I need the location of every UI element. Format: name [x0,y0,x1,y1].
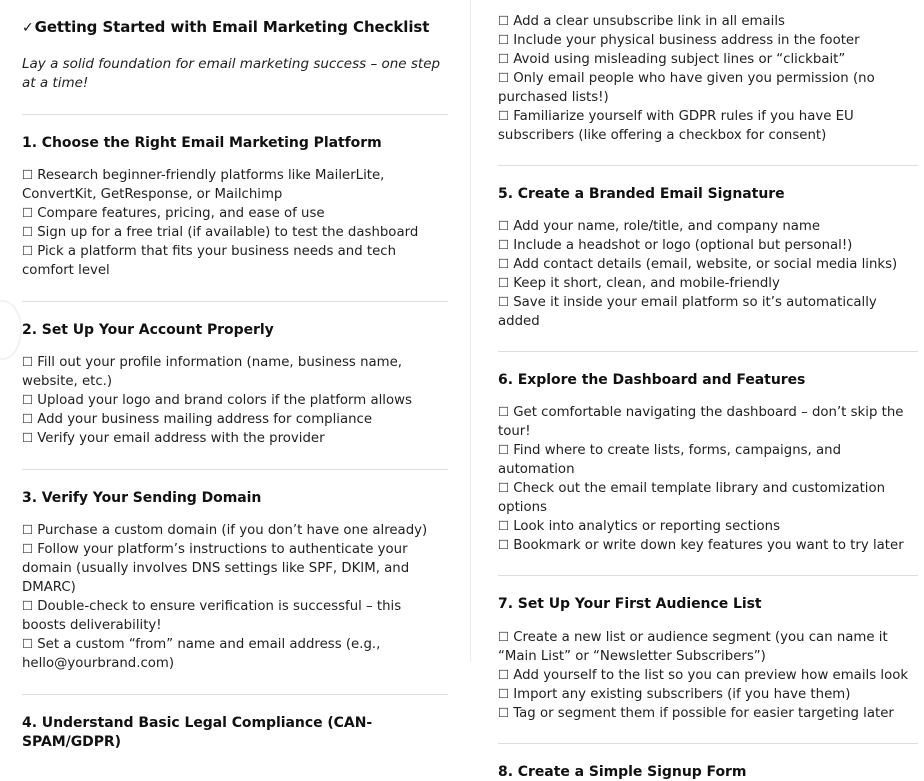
checkbox-icon[interactable]: ☐ [22,541,34,557]
checklist-item-label: Create a new list or audience segment (you can name it “Main List” or “Newsletter Subscribers”) [498,629,888,664]
section-8 [498,763,918,781]
section-divider [498,351,918,352]
section-2 [22,321,448,448]
checkbox-icon[interactable]: ☐ [498,275,510,291]
checklist-item[interactable] [498,628,918,666]
checkbox-icon[interactable]: ☐ [22,636,34,652]
checklist-item-label: Add your name, role/title, and company name [513,219,821,235]
section-4 [22,714,448,750]
section-2-heading: 2. Set Up Your Account Properly [22,322,274,338]
checklist-item[interactable] [22,429,448,448]
checklist-item[interactable] [498,236,918,255]
section-4-items-continued [498,12,918,145]
section-6-heading: 6. Explore the Dashboard and Features [498,372,806,389]
checklist-item[interactable] [498,685,918,704]
checkbox-icon[interactable]: ☐ [498,704,510,720]
checkbox-icon[interactable]: ☐ [498,13,510,28]
checklist-item-label: Only email people who have given you permission (no purchased lists!) [498,71,875,105]
checklist-item-label: Verify your email address with the provider [37,431,325,447]
checklist-item[interactable] [22,223,448,242]
checkbox-icon[interactable]: ☐ [22,205,34,220]
checkbox-icon[interactable]: ☐ [498,32,510,47]
checklist-item-label: Bookmark or write down key features you want to try later [513,538,904,554]
checklist-item[interactable] [22,521,448,540]
section-8-heading: 8. Create a Simple Signup Form [498,763,747,780]
checklist-item[interactable] [22,204,448,223]
checklist-item-label: Keep it short, clean, and mobile-friendly [513,276,780,292]
checklist-item-label: Familiarize yourself with GDPR rules if you have EU subscribers (like offering a checkbox for consent) [498,109,854,143]
section-4-heading: 4. Understand Basic Legal Compliance (CAN-SPAM/GDPR) [22,715,373,750]
checkbox-icon[interactable]: ☐ [22,354,34,370]
checklist-item[interactable] [498,50,918,69]
checklist-item[interactable] [498,255,918,274]
checkbox-icon[interactable]: ☐ [498,108,510,123]
checkbox-icon[interactable]: ☐ [22,243,34,258]
checklist-item-label: Add a clear unsubscribe link in all emails [513,14,785,29]
section-7 [498,595,918,722]
checklist-item[interactable] [22,410,448,429]
checklist-item[interactable] [498,536,918,555]
checklist-item[interactable] [498,293,918,331]
checklist-item-label: Set a custom “from” name and email address (e.g., hello@yourbrand.com) [22,637,381,672]
checklist-item-label: Fill out your profile information (name, business name, website, etc.) [22,355,402,390]
checklist-item-label: Get comfortable navigating the dashboard – don’t skip the tour! [498,405,904,440]
checkbox-icon[interactable]: ☐ [498,218,510,234]
section-3-items [22,521,448,673]
section-3-heading: 3. Verify Your Sending Domain [22,490,262,507]
page-title [22,18,448,38]
right-column [471,0,924,780]
checkbox-icon[interactable]: ☐ [498,70,510,85]
checkbox-icon[interactable]: ☐ [498,628,510,644]
checklist-item[interactable] [22,353,448,391]
section-divider [22,114,448,115]
checklist-item-label: Double-check to ensure verification is successful – this boosts deliverability! [22,599,402,634]
section-divider [498,575,918,576]
checklist-item-label: Sign up for a free trial (if available) to test the dashboard [37,225,419,240]
checklist-item-label: Save it inside your email platform so it’s automatically added [498,295,877,330]
checklist-item-label: Pick a platform that fits your business needs and tech comfort level [22,244,397,278]
page-subtitle: Lay a solid foundation for email marketing success – one step at a time! [22,55,441,91]
section-divider [498,165,918,166]
checklist-item[interactable] [498,69,918,107]
checklist-item-label: Add your business mailing address for compliance [37,412,373,428]
checkbox-icon[interactable]: ☐ [498,666,510,682]
checklist-item-label: Include a headshot or logo (optional but personal!) [513,238,853,254]
section-5-items [498,217,918,331]
checkbox-icon[interactable]: ☐ [22,167,34,182]
checklist-item-label: Compare features, pricing, and ease of use [37,206,325,221]
checklist-item[interactable] [498,31,918,50]
checklist-item[interactable] [498,704,918,723]
check-mark-icon: ✓ [22,20,34,36]
section-1 [22,134,448,280]
checkbox-icon[interactable]: ☐ [498,442,510,458]
section-6-items [498,403,918,555]
checklist-item-label: Follow your platform’s instructions to authenticate your domain (usually involves DNS settings like SPF, DKIM, and DMARC) [22,542,410,596]
section-divider [22,694,448,695]
section-1-items [22,166,448,280]
checkbox-icon[interactable]: ☐ [498,51,510,66]
section-divider [498,743,918,744]
section-divider [22,301,448,302]
checkbox-icon[interactable]: ☐ [22,522,34,538]
checklist-item-label: Check out the email template library and customization options [498,481,886,516]
checklist-item[interactable] [22,166,448,204]
checkbox-icon[interactable]: ☐ [498,237,510,253]
checklist-item[interactable] [22,540,448,597]
section-6 [498,371,918,555]
checkbox-icon[interactable]: ☐ [22,392,34,408]
page-title-text: Getting Started with Email Marketing Checklist [34,18,430,36]
checklist-item[interactable] [22,242,448,280]
section-7-heading: 7. Set Up Your First Audience List [498,596,762,613]
checkbox-icon[interactable]: ☐ [498,256,510,272]
checkbox-icon[interactable]: ☐ [498,294,510,310]
checklist-item[interactable] [498,107,918,145]
checklist-item-label: Tag or segment them if possible for easier targeting later [513,705,894,721]
section-5 [498,185,918,331]
checklist-item[interactable] [498,441,918,479]
section-3 [22,489,448,673]
checkbox-icon[interactable]: ☐ [498,537,510,553]
checklist-item-label: Research beginner-friendly platforms like MailerLite, ConvertKit, GetResponse, or Mailchimp [22,168,385,202]
checkbox-icon[interactable]: ☐ [22,411,34,427]
checklist-item[interactable] [498,403,918,441]
checkbox-icon[interactable]: ☐ [498,518,510,534]
section-divider [22,469,448,470]
left-column [0,0,470,750]
section-1-heading: 1. Choose the Right Email Marketing Platform [22,134,382,151]
checklist-item[interactable] [498,12,918,31]
checklist-item[interactable] [498,479,918,517]
checklist-item[interactable] [22,597,448,635]
checkbox-icon[interactable]: ☐ [22,430,34,446]
checklist-item-label: Upload your logo and brand colors if the platform allows [37,393,412,409]
checkbox-icon[interactable]: ☐ [498,480,510,496]
checklist-item[interactable] [498,666,918,685]
checkbox-icon[interactable]: ☐ [22,224,34,239]
checklist-item-label: Import any existing subscribers (if you have them) [513,686,851,702]
checklist-item-label: Add yourself to the list so you can preview how emails look [513,667,909,683]
section-2-items [22,353,448,448]
checkbox-icon[interactable]: ☐ [22,598,34,614]
checklist-item[interactable] [498,217,918,236]
checklist-item[interactable] [498,274,918,293]
checkbox-icon[interactable]: ☐ [498,404,510,420]
checklist-item-label: Purchase a custom domain (if you don’t have one already) [37,523,428,539]
checklist-item-label: Find where to create lists, forms, campaigns, and automation [498,443,842,478]
section-7-items [498,628,918,723]
checkbox-icon[interactable]: ☐ [498,685,510,701]
checklist-item[interactable] [22,391,448,410]
section-5-heading: 5. Create a Branded Email Signature [498,186,785,202]
checklist-item[interactable] [22,635,448,673]
checklist-item-label: Include your physical business address in the footer [513,33,860,48]
checklist-item-label: Look into analytics or reporting sections [513,519,780,535]
checklist-item[interactable] [498,517,918,536]
checklist-item-label: Add contact details (email, website, or social media links) [513,257,898,273]
checklist-item-label: Avoid using misleading subject lines or “clickbait” [513,52,846,67]
